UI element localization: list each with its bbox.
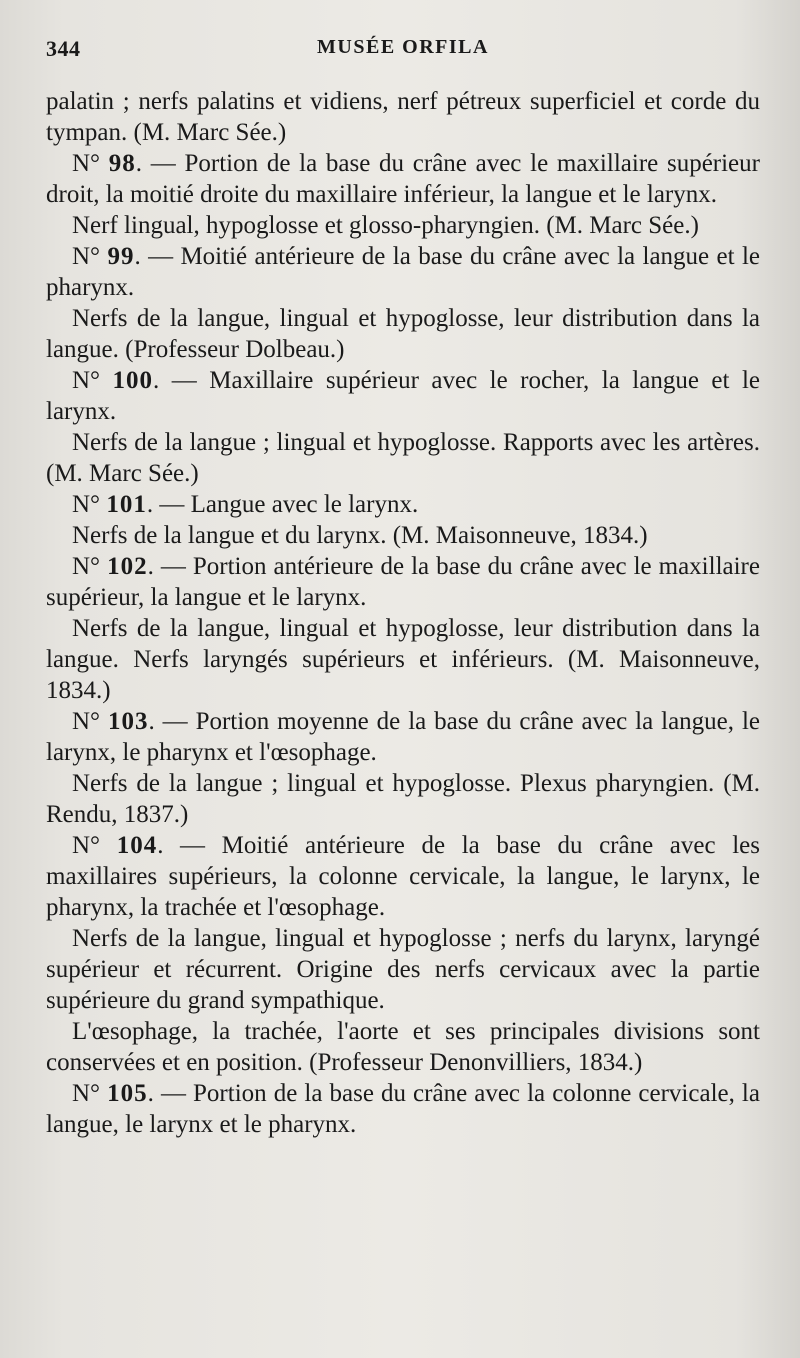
entry-description: . — Portion de la base du crâne avec le maxillaire supérieur droit, la moitié droite du maxillaire inférieur, la langue et le larynx. [46,150,760,208]
entry-number: 105 [107,1080,148,1107]
entry-heading [46,706,760,768]
entry-description: . — Moitié antérieure de la base du crâne avec les maxillaires supérieurs, la colonne cervicale, la langue, le larynx, le pharynx, la trachée et l'œsophage. [46,832,760,921]
entry-heading [46,1078,760,1140]
entry-prefix: N° [72,832,117,859]
running-head: MUSÉE ORFILA [317,36,489,58]
page-header [46,30,760,60]
entry-note: Nerfs de la langue ; lingual et hypoglosse. Rapports avec les artères. (M. Marc Sée.) [46,429,760,487]
entry-number: 100 [112,367,154,394]
entry-prefix: N° [72,553,108,580]
entry-heading [46,489,760,520]
entry-number: 104 [116,832,158,859]
entry-prefix: N° [72,491,107,518]
entry-prefix: N° [72,1080,108,1107]
entry-note: L'œsophage, la trachée, l'aorte et ses principales divisions sont conservées et en position. (Professeur Denonvilliers, 1834.) [46,1018,760,1076]
entry-number: 98 [108,150,136,177]
entry-note: Nerfs de la langue, lingual et hypoglosse, leur distribution dans la langue. (Professeur Dolbeau.) [46,305,760,363]
entry-heading [46,551,760,613]
entry-heading [46,241,760,303]
entry-prefix: N° [72,150,109,177]
entry-number: 101 [106,491,147,518]
entry-note: Nerfs de la langue, lingual et hypoglosse ; nerfs du larynx, laryngé supérieur et récurrent. Origine des nerfs cervicaux avec la partie supérieure du grand sympathique. [46,925,760,1014]
entry-note: Nerf lingual, hypoglosse et glosso-pharyngien. (M. Marc Sée.) [72,212,699,239]
entry-heading [46,365,760,427]
entry-description: . — Portion moyenne de la base du crâne avec la langue, le larynx, le pharynx et l'œsophage. [46,708,760,766]
entry-description: . — Maxillaire supérieur avec le rocher, la langue et le larynx. [46,367,760,425]
page-number: 344 [46,36,81,61]
entry-note: Nerfs de la langue ; lingual et hypoglosse. Plexus pharyngien. (M. Rendu, 1837.) [46,770,760,828]
page-body [46,86,760,1140]
entry-number: 103 [107,708,149,735]
entry-description: . — Langue avec le larynx. [146,491,419,518]
entry-description: . — Portion de la base du crâne avec la colonne cervicale, la langue, le larynx et le pharynx. [46,1080,760,1138]
entry-prefix: N° [72,708,108,735]
entry-list [46,148,760,1140]
entry-description: . — Moitié antérieure de la base du crâne avec la langue et le pharynx. [46,243,760,301]
entry-note: Nerfs de la langue et du larynx. (M. Maisonneuve, 1834.) [72,522,648,549]
entry-number: 102 [107,553,148,580]
entry-prefix: N° [72,367,113,394]
entry-description: . — Portion antérieure de la base du crâne avec le maxillaire supérieur, la langue et le larynx. [46,553,760,611]
continuation-paragraph: palatin ; nerfs palatins et vidiens, nerf pétreux superficiel et corde du tympan. (M. Marc Sée.) [46,88,760,146]
entry-number: 99 [107,243,135,270]
entry-prefix: N° [72,243,108,270]
entry-note: Nerfs de la langue, lingual et hypoglosse, leur distribution dans la langue. Nerfs laryngés supérieurs et inférieurs. (M. Maisonneuve, 1834.) [46,615,760,704]
entry-heading [46,830,760,923]
entry-heading [46,148,760,210]
